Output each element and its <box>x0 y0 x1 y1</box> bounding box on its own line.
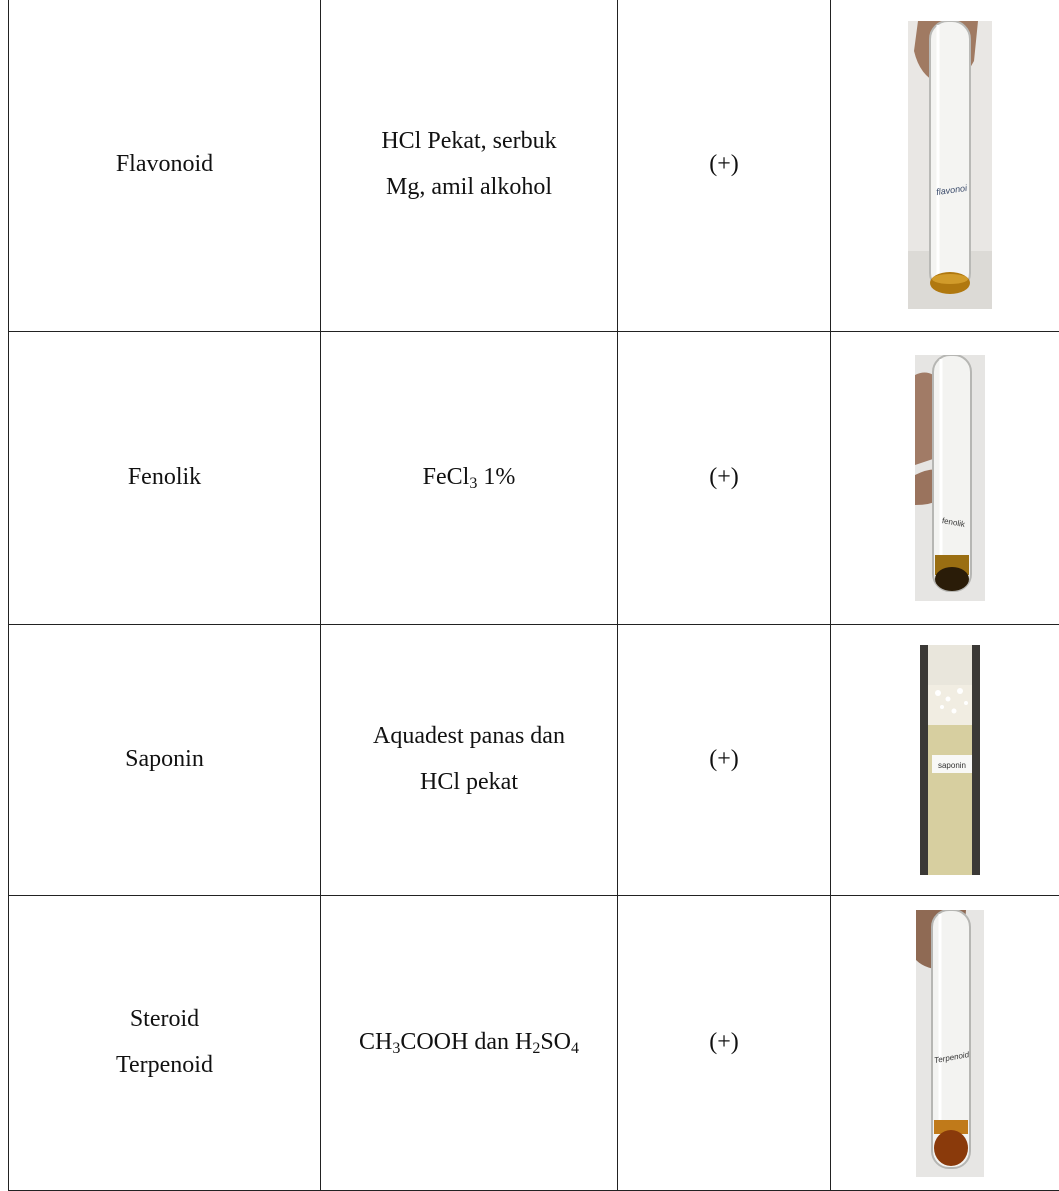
photo-cell <box>831 896 1059 1191</box>
result-value: (+) <box>709 1029 739 1056</box>
svg-text:flavonoi: flavonoi <box>935 182 968 198</box>
svg-text:saponin: saponin <box>937 761 966 770</box>
result-cell <box>618 625 831 896</box>
compound-name: Saponin <box>125 746 204 773</box>
compound-name: Fenolik <box>127 464 202 491</box>
flavonoid-test-tube-photo <box>908 21 992 309</box>
photo-cell <box>831 0 1059 332</box>
table-row-saponin <box>9 625 1059 896</box>
reagent-cell <box>321 896 618 1191</box>
result-cell <box>618 896 831 1191</box>
compound-cell <box>9 332 321 625</box>
phytochemical-results-table <box>8 0 1059 1191</box>
result-cell <box>618 0 831 332</box>
reagent-formula: FeCl$_3$ 1% <box>422 464 516 493</box>
result-value: (+) <box>709 464 739 491</box>
table-row-flavonoid <box>9 0 1059 332</box>
table-row-fenolik <box>9 332 1059 625</box>
reagent-cell <box>321 332 618 625</box>
fenolik-test-tube-photo <box>915 355 985 601</box>
compound-cell <box>9 625 321 896</box>
compound-name-line-2: Terpenoid <box>116 1052 213 1078</box>
result-cell <box>618 332 831 625</box>
reagent-formula: $CH_3COOH$ dan $H_2SO_4$ <box>358 1029 580 1058</box>
compound-name: Flavonoid <box>115 151 214 178</box>
terpenoid-test-tube-photo <box>916 910 984 1177</box>
compound-name-line-1: Steroid <box>129 1006 200 1033</box>
result-value: (+) <box>709 746 739 773</box>
result-value: (+) <box>709 151 739 178</box>
reagent-line-2: HCl pekat <box>420 769 518 795</box>
reagent-line-1: Aquadest panas dan <box>373 723 565 750</box>
svg-text:fenolik: fenolik <box>940 516 966 529</box>
reagent-cell <box>321 0 618 332</box>
photo-cell <box>831 332 1059 625</box>
compound-cell <box>9 896 321 1191</box>
reagent-line-1: HCl Pekat, serbuk <box>381 128 557 155</box>
compound-cell <box>9 0 321 332</box>
reagent-line-2: Mg, amil alkohol <box>386 174 552 200</box>
saponin-test-tube-photo <box>920 645 980 875</box>
photo-cell <box>831 625 1059 896</box>
reagent-cell <box>321 625 618 896</box>
svg-text:Terpenoid: Terpenoid <box>932 1049 970 1065</box>
table-row-steroid-terpenoid <box>9 896 1059 1191</box>
